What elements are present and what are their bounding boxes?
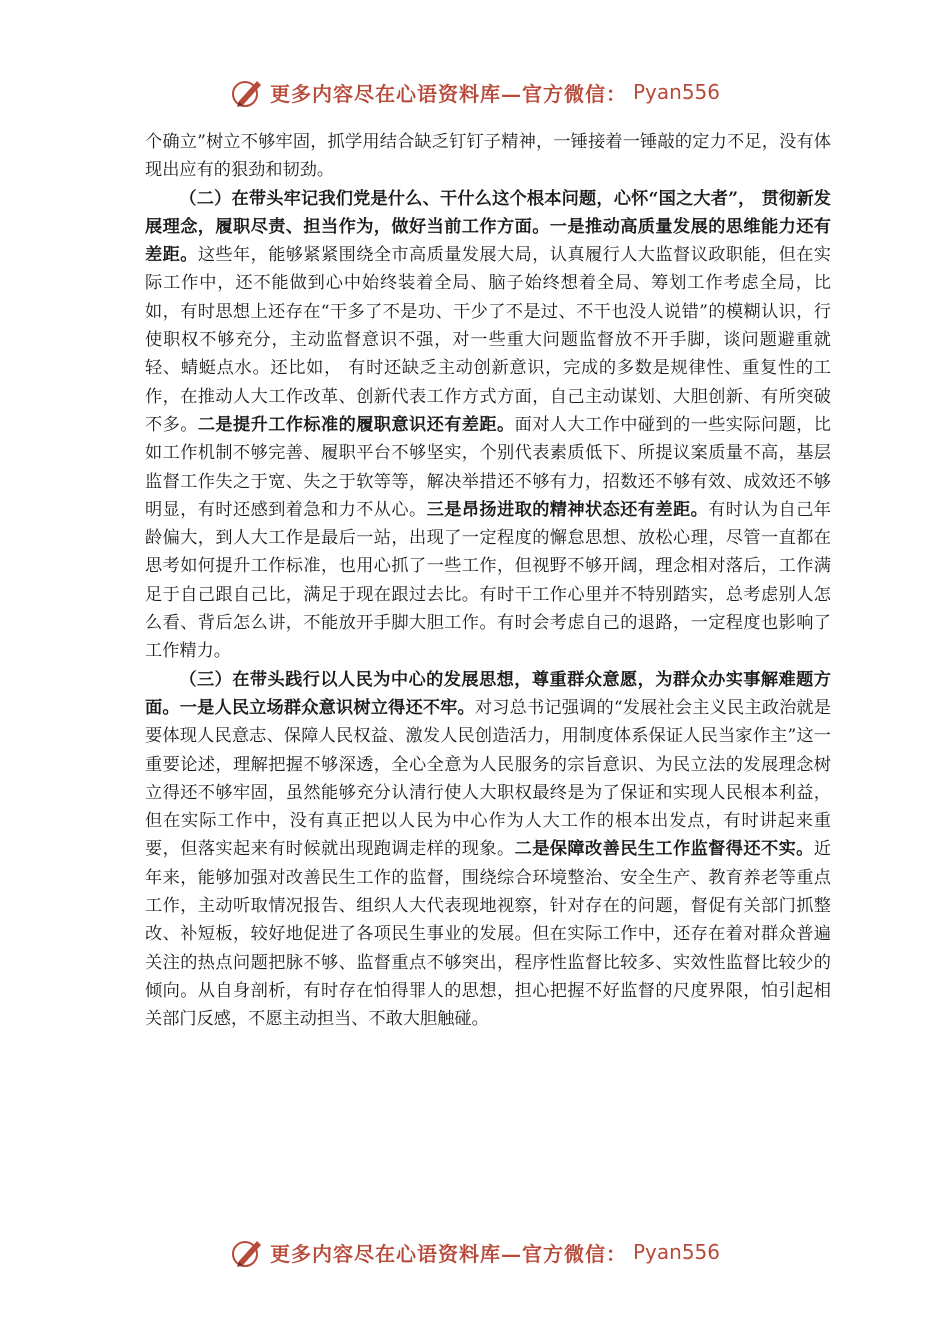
bold-heading-run: （三）在带头践行以人民为中心的发展思想，尊重群众意愿，为群众办实事解难题方面。一是人民立场群众意识树立得还不牢。 [145,669,831,718]
banner-brand: Pyan556 [632,80,720,104]
banner-text: 更多内容尽在心语资料库—官方微信： [269,81,627,106]
banner-brand: Pyan556 [632,1240,720,1264]
banner-text: 更多内容尽在心语资料库—官方微信： [269,1241,627,1266]
text-run: 近年来，能够加强对改善民生工作的监督，围绕综合环境整治、安全生产、教育养老等重点工作，主动听取情况报告、组织人大代表现地视察，针对存在的问题，督促有关部门抓整改、补短板，较好地促进了各项民生事业的发展。但在实际工作中，还存在着对群众普遍关注的热点问题把脉不够、监督重点不够突出，程序性监督比较多、实效性监督比较少的倾向。从自身剖析，有时存在怕得罪人的思想，担心把握不好监督的尺度界限，怕引起相关部门反感，不愿主动担当、不敢大胆触碰。 [145,839,831,1030]
text-run: 这些年，能够紧紧围绕全市高质量发展大局，认真履行人大监督议政职能，但在实际工作中，还不能做到心中始终装着全局、脑子始终想着全局、筹划工作考虑全局，比如，有时思想上还存在“干多了不是功、干少了不是过、不干也没人说错”的模糊认识，行使职权不够充分，主动监督意识不强，对一些重大问题监督放不开手脚，谈问题避重就轻、蜻蜓点水。还比如， 有时还缺乏主动创新意识，完成的多数是规律性、重复性的工作，在推动人大工作改革、创新代表工作方式方面，自己主动谋划、大胆创新、有所突破不多。 [145,245,831,435]
text-run: 对习总书记强调的“发展社会主义民主政治就是要体现人民意志、保障人民权益、激发人民创造活力，用制度体系保证人民当家作主”这一重要论述，理解把握不够深透，全心全意为人民服务的宗旨意识、为民立法的发展理念树立得还不够牢固，虽然能够充分认清行使人大职权最终是为了保证和实现人民根本利益，但在实际工作中，没有真正把以人民为中心作为人大工作的根本出发点，有时讲起来重要，但落实起来有时候就出现跑调走样的现象。 [145,697,831,860]
text-run: 个确立”树立不够牢固，抓学用结合缺乏钉钉子精神，一锤接着一锤敲的定力不足，没有体现出应有的狠劲和韧劲。 [145,132,831,181]
pen-logo-icon [230,1235,264,1269]
pen-logo-icon [230,75,264,109]
footer-watermark-banner [0,1232,950,1272]
document-body [145,128,831,1034]
paragraph [145,128,831,185]
header-watermark-banner [0,72,950,112]
bold-heading-run: 三是昂扬进取的精神状态还有差距。 [426,499,709,520]
bold-heading-run: 二是保障改善民生工作监督得还不实。 [514,839,814,860]
text-run: 面对人大工作中碰到的一些实际问题，比如工作机制不够完善、履职平台不够坚实，个别代表素质低下、所提议案质量不高，基层监督工作失之于宽、失之于软等等，解决举措还不够有力，招数还不够有效、成效还不够明显，有时还感到着急和力不从心。 [145,414,831,520]
bold-heading-run: （二）在带头牢记我们党是什么、干什么这个根本问题，心怀“国之大者”， 贯彻新发展理念，履职尽责、担当作为，做好当前工作方面。一是推动高质量发展的思维能力还有差距。 [145,188,831,266]
paragraph [145,185,831,666]
paragraph [145,666,831,1034]
bold-heading-run: 二是提升工作标准的履职意识还有差距。 [197,414,515,435]
text-run: 有时认为自己年龄偏大，到人大工作是最后一站，出现了一定程度的懈怠思想、放松心理，尽管一直都在思考如何提升工作标准，也用心抓了一些工作，但视野不够开阔，理念相对落后，工作满足于自己跟自己比，满足于现在跟过去比。有时干工作心里并不特别踏实，总考虑别人怎么看、背后怎么讲，不能放开手脚大胆工作。有时会考虑自己的退路，一定程度也影响了工作精力。 [145,499,831,662]
